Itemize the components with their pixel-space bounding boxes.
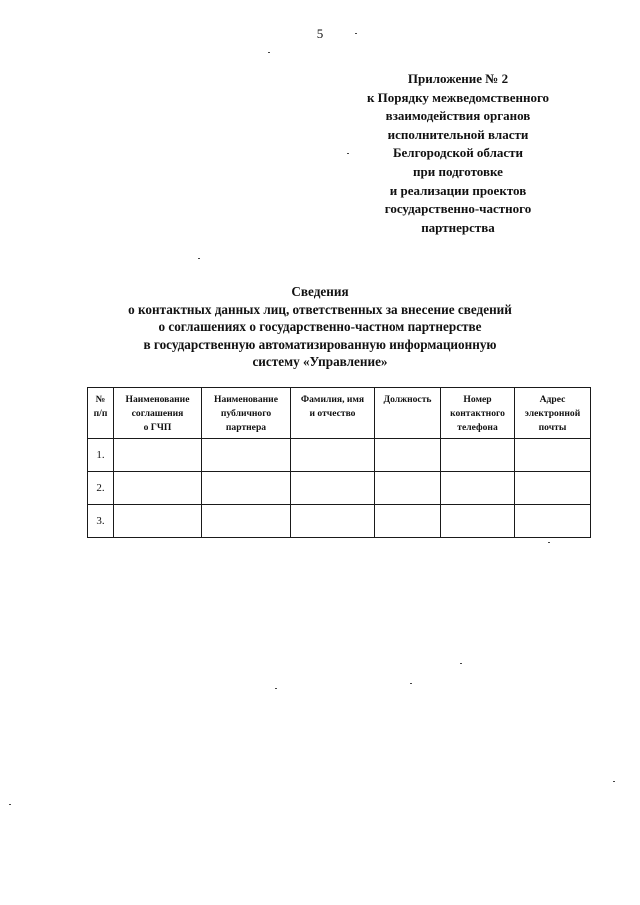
appendix-heading [346,70,570,237]
title-line: о соглашениях о государственно-частном партнерстве [158,319,482,334]
scan-speck [275,688,277,689]
appendix-line: партнерства [421,219,495,235]
table-cell [515,472,591,505]
table-row [88,439,591,472]
column-header-number: № п/п [88,388,114,439]
scan-speck [9,804,11,805]
table-cell [291,472,375,505]
column-header-email: Адрес электронной почты [515,388,591,439]
appendix-line: Приложение № 2 [407,71,509,86]
table-cell [202,505,291,538]
table-row [88,472,591,505]
table-cell [441,439,515,472]
scan-speck [548,542,550,543]
column-header-public-partner: Наименование публичного партнера [202,388,291,439]
scan-speck [268,52,270,53]
row-number: 3. [88,505,114,538]
title-heading: Сведения [291,284,349,299]
appendix-line: и реализации проектов [389,182,527,198]
table-cell [375,505,441,538]
appendix-line: исполнительной власти [387,126,529,142]
scan-speck [355,33,357,34]
appendix-line: взаимодействия органов [385,108,531,124]
contacts-table [87,387,591,538]
table-cell [515,439,591,472]
column-header-full-name: Фамилия, имя и отчество [291,388,375,439]
table-cell [375,472,441,505]
title-line: о контактных данных лиц, ответственных за внесение сведений [128,301,512,317]
appendix-line: государственно-частного [384,201,532,217]
scan-speck [410,683,412,684]
title-line: систему «Управление» [252,354,388,369]
table-cell [441,472,515,505]
table-cell [375,439,441,472]
appendix-line: к Порядку межведомственного [366,89,550,105]
column-header-position: Должность [375,388,441,439]
row-number: 2. [88,472,114,505]
table-header-row [88,388,591,439]
row-number: 1. [88,439,114,472]
appendix-line: Белгородской области [392,145,524,161]
table-cell [202,472,291,505]
table-cell [291,505,375,538]
appendix-line: при подготовке [413,163,503,179]
table-cell [202,439,291,472]
table-cell [114,505,202,538]
title-line: в государственную автоматизированную информационную [143,336,497,352]
table-cell [114,472,202,505]
column-header-agreement-name: Наименование соглашения о ГЧП [114,388,202,439]
scan-speck [460,663,462,664]
scan-speck [613,781,615,782]
page-number: 5 [316,26,324,41]
table-cell [291,439,375,472]
table-cell [441,505,515,538]
scan-speck [198,258,200,259]
document-title [70,283,570,371]
table-cell [114,439,202,472]
column-header-phone: Номер контактного телефона [441,388,515,439]
table-row [88,505,591,538]
scan-speck [347,153,349,154]
table-cell [515,505,591,538]
